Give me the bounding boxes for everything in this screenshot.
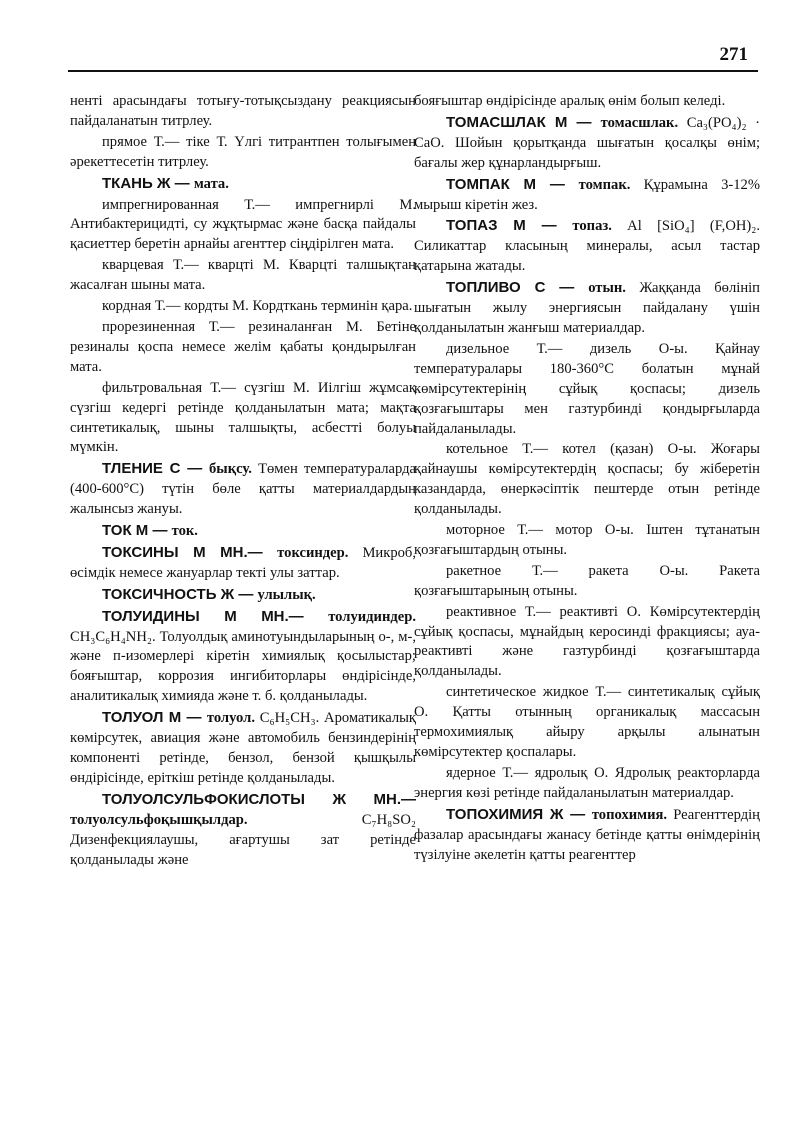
headword: ТОКСИНЫ М МН.—	[102, 543, 278, 561]
dictionary-entry	[414, 278, 760, 339]
dictionary-entry	[414, 175, 760, 216]
entry-paragraph: импрегнированная Т.— импрегнирлі М. Антибактерицидті, су жұқтырмас және басқа пайдалы қасиеттер беретін арнайы агенттер сіңдірілген мата.	[70, 196, 416, 253]
page-number: 271	[719, 44, 748, 65]
definition: C₆H₅CH₃. Ароматикалық көмірсутек, авиация және автомобиль бензиндерінің компоненті ретінде, бензол, бензой қышқылы өндірісінде, еріткіш ретінде қолданылады.	[70, 710, 416, 786]
entry-paragraph: прорезиненная Т.— резиналанған М. Бетіне резиналы қоспа немесе желім қабаты қондырылған мата.	[70, 318, 416, 375]
entry-paragraph: котельное Т.— котел (қазан) О-ы. Жоғары қайнаушы көмірсутектердің қоспасы; бу жіберетін казандарда, өнеркәсіптік пештерде отын ретінде қолданылады.	[414, 441, 760, 518]
dictionary-entry	[70, 174, 416, 195]
definition: Реагенттердің фазалар арасындағы жанасу бетінде қатты өнімдерінің түзілуіне әкелетін қатты реагенттер	[414, 806, 760, 863]
entry-paragraph: синтетическое жидкое Т.— синтетикалық сұйық О. Қатты отынның органикалық массасын термохимиялық айыру арқылы алынатын көмірсутектер қоспалары.	[414, 684, 760, 760]
entry-paragraph: бояғыштар өндірісінде аралық өнім болып келеді.	[414, 93, 726, 109]
dictionary-entry	[70, 607, 416, 708]
translation: улылық.	[257, 586, 316, 603]
headword: ТКАНЬ Ж —	[102, 174, 194, 192]
entry-paragraph: кордная Т.— кордты М. Кордткань терминін қара.	[102, 298, 413, 315]
definition: C₇H₈SO₂ Дизенфекциялаушы, ағартушы зат ретінде қолданылады және	[70, 811, 416, 868]
definition: Ca₃(PO₄)₂ · CaO. Шойын қорытқанда шығатын қосалқы өнім; бағалы жер құнарландырғыш.	[414, 114, 761, 171]
dictionary-entry	[70, 543, 416, 584]
entry-paragraph: моторное Т.— мотор О-ы. Іштен тұтанатын қозғағыштардың отыны.	[414, 522, 760, 558]
headword: ТЛЕНИЕ С —	[102, 460, 209, 478]
translation: толуол.	[206, 710, 255, 727]
dictionary-entry	[70, 459, 416, 520]
definition: Құрамына 3-12% мырыш кіретін жез.	[414, 176, 761, 213]
headword: ТОПОХИМИЯ Ж —	[446, 805, 592, 823]
translation: толуидиндер.	[328, 608, 416, 625]
right-column	[414, 92, 760, 865]
definition: Al [SiO₄] (F,OH)₂. Силикаттар класының минералы, асыл тастар қатарына жатады.	[414, 218, 760, 275]
translation: мата.	[193, 175, 229, 192]
dictionary-entry	[70, 708, 416, 789]
entry-paragraph: фильтровальная Т.— сүзгіш М. Иілгіш жұмсақ сүзгіш кедергі ретінде қолданылатын мата; мақта синтетикалық, шыны талшықты, асбестті болуы мүмкін.	[70, 379, 416, 456]
translation: томпак.	[578, 176, 631, 193]
translation: топаз.	[572, 218, 612, 235]
headword: ТОЛУОЛСУЛЬФОКИСЛОТЫ Ж МН.—	[102, 790, 416, 808]
headword: ТОПЛИВО С —	[446, 279, 589, 297]
headword: ТОК М —	[102, 522, 172, 540]
entry-paragraph: прямое Т.— тіке Т. Үлгі титрантпен толығымен әрекеттесетін титрлеу.	[70, 133, 416, 170]
headword: ТОМПАК М —	[446, 175, 579, 193]
headword: ТОМАСШЛАК М —	[446, 113, 601, 131]
entry-paragraph: дизельное Т.— дизель О-ы. Қайнау температуралары 180-360°C болатын мұнай көмірсутектерінің сұйық қоспасы; дизель қозғағыштары мен газтурбинді қондырғыларда пайдаланылады.	[414, 340, 760, 437]
entry-paragraph: реактивное Т.— реактивті О. Көмірсутектердің сұйық қоспасы, мұнайдың керосинді фракциясы; ауа-реактивті және газтурбинді қозғағыштарда қолданылады.	[414, 603, 760, 680]
translation: токсиндер.	[277, 544, 349, 561]
headword: ТОЛУОЛ М —	[102, 709, 207, 727]
dictionary-entry	[70, 585, 416, 606]
dictionary-entry	[414, 113, 760, 174]
translation: толуолсульфоқышқылдар.	[70, 811, 248, 828]
headword: ТОЛУИДИНЫ М МН.—	[102, 607, 329, 625]
definition: CH₃C₆H₄NH₂. Толуолдық аминотуындыларының о-, м-, және п-изомерлері кіретін химиялық қосылыстар; бояғыштар, коррозия ингибиторлары өндірісінде, аналитикалық химияда және т. б. қолданылады.	[70, 628, 416, 705]
dictionary-entry	[70, 521, 416, 542]
dictionary-entry	[414, 216, 760, 277]
translation: томасшлак.	[600, 114, 679, 131]
dictionary-entry	[414, 805, 760, 866]
left-column	[70, 92, 416, 870]
header-rule	[68, 70, 758, 72]
entry-paragraph: ракетное Т.— ракета О-ы. Ракета қозғағыштарының отыны.	[414, 562, 760, 599]
translation: бықсу.	[209, 461, 252, 478]
definition: Микроб, өсімдік немесе жануарлар текті улы заттар.	[70, 544, 416, 581]
definition: Төмен температураларда (400-600°C) түтін бөле қатты материалдардың жалынсыз жануы.	[70, 461, 416, 518]
dictionary-entry	[70, 790, 416, 871]
headword: ТОКСИЧНОСТЬ Ж —	[102, 585, 258, 603]
entry-paragraph: ненті арасындағы тотығу-тотықсыздану реакциясын пайдаланатын титрлеу.	[70, 93, 416, 129]
entry-paragraph: кварцевая Т.— кварцті М. Кварцті талшықтан жасалған шыны мата.	[70, 257, 416, 294]
translation: ток.	[171, 523, 198, 540]
translation: топохимия.	[591, 806, 668, 823]
headword: ТОПАЗ М —	[446, 217, 573, 235]
definition: Жаққанда бөлініп шығатын жылу энергиясын пайдалану үшін қолданылатын жанғыш материалдар.	[414, 280, 760, 336]
translation: отын.	[588, 280, 626, 297]
entry-paragraph: ядерное Т.— ядролық О. Ядролық реакторларда энергия көзі ретінде пайдаланылатын материалдар.	[414, 764, 760, 801]
